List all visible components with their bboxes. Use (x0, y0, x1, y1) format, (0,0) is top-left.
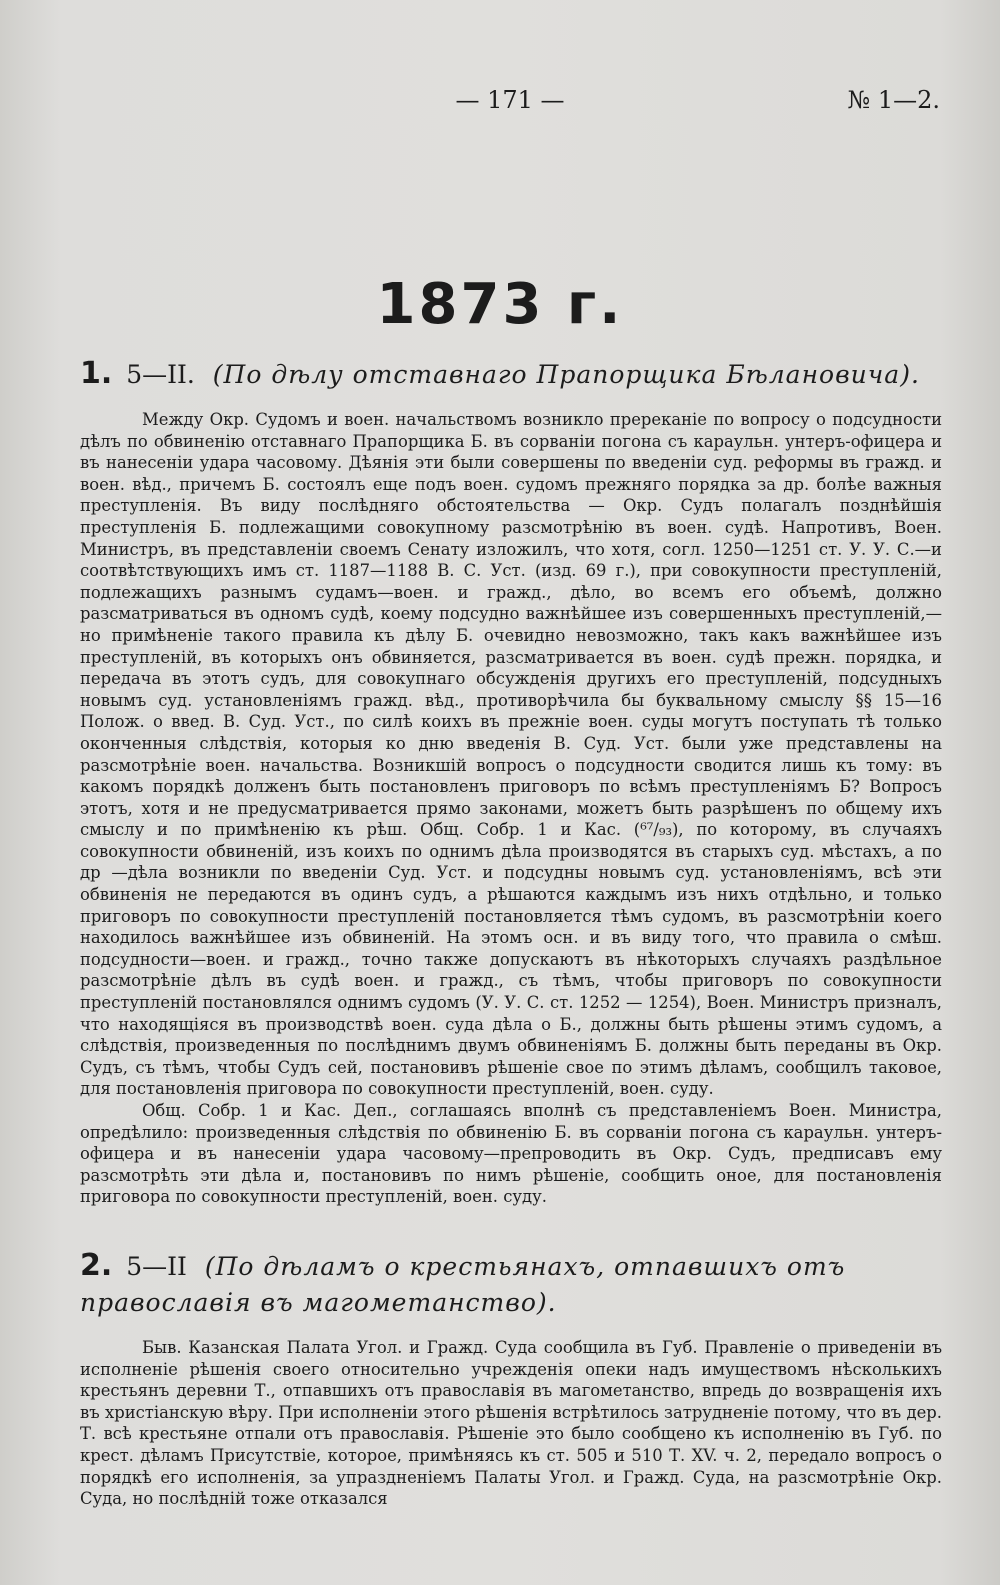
case-date: 5—II (126, 1252, 187, 1281)
issue-number: № 1—2. (847, 86, 940, 114)
case-entry-2 (80, 1248, 942, 1510)
case-title: (По дѣламъ о крестьянахъ, отпавшихъ отъ православія въ магометанство). (80, 1252, 846, 1317)
page-header (80, 86, 940, 118)
case-heading (80, 1248, 942, 1321)
case-entry-1 (80, 356, 942, 1208)
case-heading (80, 356, 942, 393)
year-title: 1873 г. (376, 272, 624, 337)
case-date: 5—II. (126, 360, 195, 389)
case-paragraph: Между Окр. Судомъ и воен. начальствомъ возникло пререканіе по вопросу о подсудности дѣлъ по обвиненію отставнаго Прапорщика Б. въ сорваніи погона съ караульн. унтеръ-офицера и въ нанесеніи удара часовому. Дѣянія эти были совершены по введеніи суд. реформы въ гражд. и воен. вѣд., причемъ Б. состоялъ еще подъ воен. судомъ прежняго порядка за др. болѣе важныя преступленія. Въ виду послѣдняго обстоятельства — Окр. Судъ полагалъ позднѣйшія преступленія Б. подлежащими совокупному разсмотрѣнію въ воен. судѣ. Напротивъ, Воен. Министръ, въ представленіи своемъ Сенату изложилъ, что хотя, согл. 1250—1251 ст. У. У. С.—и соотвѣтствующихъ имъ ст. 1187—1188 В. С. Уст. (изд. 69 г.), при совокупности преступленій, подлежащихъ разнымъ судамъ—воен. и гражд., дѣло, во всемъ его объемѣ, должно разсматриваться въ одномъ судѣ, коему подсудно важнѣйшее изъ совершенныхъ преступленій,—но примѣненіе такого правила къ дѣлу Б. очевидно невозможно, такъ какъ важнѣйшее изъ преступленій, въ которыхъ онъ обвиняется, разсматривается въ воен. судѣ прежн. порядка, и передача въ этотъ судъ, для совокупнаго обсужденія другихъ его преступленій, подсудныхъ новымъ суд. установленіямъ гражд. вѣд., противорѣчила бы буквальному смыслу §§ 15—16 Полож. о введ. В. Суд. Уст., по силѣ коихъ въ прежніе воен. суды могутъ поступать тѣ только оконченныя слѣдствія, которыя ко дню введенія В. Суд. Уст. были уже представлены на разсмотрѣніе воен. начальства. Возникшій вопросъ о подсудности сводится лишь къ тому: въ какомъ порядкѣ долженъ быть постановленъ приговоръ по всѣмъ преступленіямъ Б? Вопросъ этотъ, хотя и не предусматривается прямо законами, можетъ быть разрѣшенъ по общему ихъ смыслу и по примѣненію къ рѣш. Общ. Собр. 1 и Кас. (⁶⁷/₉₃), по которому, въ случаяхъ совокупности обвиненій, изъ коихъ по однимъ дѣла производятся въ старыхъ суд. мѣстахъ, а по др —дѣла возникли по введеніи Суд. Уст. и подсудны новымъ суд. установленіямъ, всѣ эти обвиненія не передаются въ одинъ судъ, а рѣшаются каждымъ изъ нихъ отдѣльно, и только приговоръ по совокупности преступленій постановляется тѣмъ судомъ, въ разсмотрѣніи коего находилось важнѣйшее изъ обвиненій. На этомъ осн. и въ виду того, что правила о смѣш. подсудности—воен. и гражд., точно также допускаютъ въ нѣкоторыхъ случаяхъ раздѣльное разсмотрѣніе дѣлъ въ судѣ воен. и гражд., съ тѣмъ, чтобы приговоръ по совокупности преступленій постановлялся однимъ судомъ (У. У. С. ст. 1252 — 1254), Воен. Министръ призналъ, что находящіяся въ производствѣ воен. суда дѣла о Б., должны быть рѣшены этимъ судомъ, а слѣдствія, произведенныя по послѣднимъ двумъ обвиненіямъ Б. должны быть переданы въ Окр. Судъ, съ тѣмъ, чтобы Судъ сей, постановивъ рѣшеніе свое по этимъ дѣламъ, сообщилъ таковое, для постановленія приговора по совокупности преступленій, воен. суду. (80, 410, 942, 1099)
page-number: — 171 — (455, 86, 565, 114)
case-number: 2. (80, 1248, 113, 1283)
case-title: (По дѣлу отставнаго Прапорщика Бѣлановича). (212, 360, 920, 389)
case-paragraph: Общ. Собр. 1 и Кас. Деп., соглашаясь вполнѣ съ представленіемъ Воен. Министра, опредѣлило: произведенныя слѣдствія по обвиненію Б. въ сорваніи погона съ караульн. унтеръ-офицера и въ нанесеніи удара часовому—препроводить въ Окр. Судъ, предписавъ ему разсмотрѣть эти дѣла и, постановивъ по нимъ рѣшеніе, сообщить оное, для постановленія приговора по совокупности преступленій, воен. суду. (80, 1101, 942, 1207)
case-number: 1. (80, 356, 113, 391)
case-paragraph: Быв. Казанская Палата Угол. и Гражд. Суда сообщила въ Губ. Правленіе о приведеніи въ исполненіе рѣшенія своего относительно учрежденія опеки надъ имуществомъ нѣсколькихъ крестьянъ деревни Т., отпавшихъ отъ православія въ магометанство, впредь до возвращенія ихъ въ христіанскую вѣру. При исполненіи этого рѣшенія встрѣтилось затрудненіе потому, что въ дер. Т. всѣ крестьяне отпали отъ православія. Рѣшеніе это было сообщено къ исполненію въ Губ. по крест. дѣламъ Присутствіе, которое, примѣняясь къ ст. 505 и 510 Т. XV. ч. 2, передало вопросъ о порядкѣ его исполненія, за упраздненіемъ Палаты Угол. и Гражд. Суда, на разсмотрѣніе Окр. Суда, но послѣдній тоже отказался (80, 1338, 942, 1509)
